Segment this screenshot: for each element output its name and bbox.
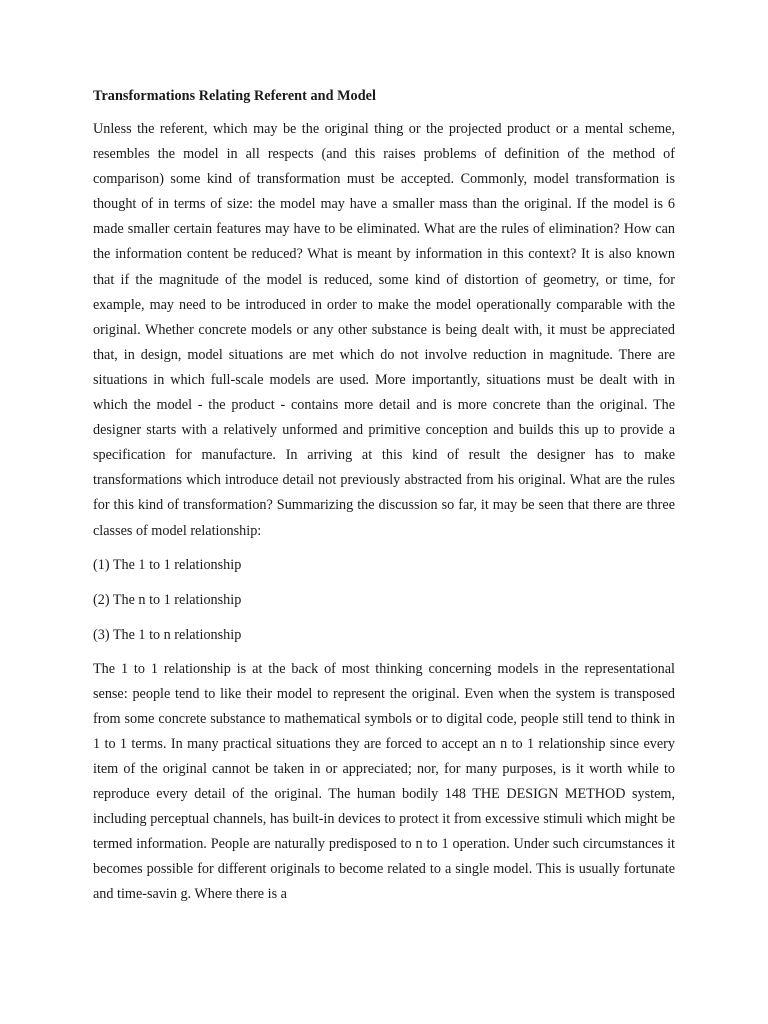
list-item: (1) The 1 to 1 relationship bbox=[93, 556, 242, 573]
section-heading: Transformations Relating Referent and Model bbox=[93, 88, 376, 104]
document-page bbox=[93, 84, 675, 917]
list-item: (3) The 1 to n relationship bbox=[93, 626, 242, 643]
paragraph-relationship: The 1 to 1 relationship is at the back of most thinking concerning models in the representational sense: people tend to like their model to represent the original. Even when the system is transposed from some concrete substance to mathematical symbols or to digital code, people still tend to think in 1 to 1 terms. In many practical situations they are forced to accept an n to 1 relationship since every item of the original cannot be taken in or appreciated; nor, for many purposes, is it worth while to reproduce every detail of the original. The human bodily 148 THE DESIGN METHOD system, including perceptual channels, has built-in devices to protect it from excessive stimuli which might be termed information. People are naturally predisposed to n to 1 operation. Under such circumstances it becomes possible for different originals to become related to a single model. This is usually fortunate and time-savin g. Where there is a bbox=[93, 660, 675, 903]
relationship-list bbox=[93, 553, 675, 648]
list-item: (2) The n to 1 relationship bbox=[93, 591, 242, 608]
paragraph-intro: Unless the referent, which may be the original thing or the projected product or a mental scheme, resembles the model in all respects (and this raises problems of definition of the method of comparison) some kind of transformation must be accepted. Commonly, model transformation is thought of in terms of size: the model may have a smaller mass than the original. If the model is 6 made smaller certain features may have to be eliminated. What are the rules of elimination? How can the information content be reduced? What is meant by information in this context? It is also known that if the magnitude of the model is reduced, some kind of distortion of geometry, or time, for example, may need to be introduced in order to make the model operationally comparable with the original. Whether concrete models or any other substance is being dealt with, it must be appreciated that, in design, model situations are met which do not involve reduction in magnitude. There are situations in which full-scale models are used. More importantly, situations must be dealt with in which the model - the product - contains more detail and is more concrete than the original. The designer starts with a relatively unformed and primitive conception and builds this up to provide a specification for manufacture. In arriving at this kind of result the designer has to make transformations which introduce detail not previously abstracted from his original. What are the rules for this kind of transformation? Summarizing the discussion so far, it may be seen that there are three classes of model relationship: bbox=[93, 121, 675, 539]
